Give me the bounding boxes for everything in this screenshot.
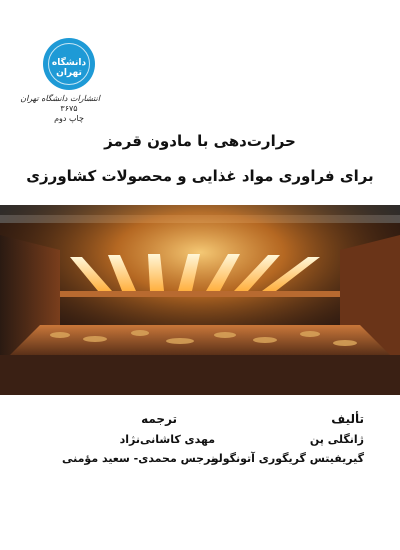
author-name: گیریفیتس گریگوری آتونگولو	[211, 452, 364, 465]
book-title-line-1: حرارت‌دهی با مادون قرمز	[104, 132, 296, 150]
edition-label: چاپ دوم	[54, 114, 84, 123]
translator-name: مهدی کاشانی‌نژاد	[119, 433, 216, 446]
oven-illustration	[0, 205, 400, 395]
publisher-logo-block	[20, 38, 100, 123]
infrared-oven-photo	[0, 205, 400, 395]
book-title-line-2: برای فراوری مواد غذایی و محصولات کشاورزی	[26, 167, 374, 185]
university-of-tehran-logo-icon	[43, 38, 95, 90]
translators-heading: ترجمه	[141, 412, 178, 426]
author-name: ژانگلی پن	[309, 433, 364, 446]
publisher-name: انتشارات دانشگاه تهران	[20, 94, 100, 103]
translator-name: نرجس محمدی- سعید مؤمنی	[62, 452, 216, 465]
logo-text: دانشگاه تهران	[51, 58, 87, 78]
authors-section	[212, 412, 364, 471]
authors-heading: تألیف	[331, 412, 364, 426]
translators-section	[62, 412, 215, 471]
publication-number: ۳۶۷۵	[60, 104, 78, 113]
